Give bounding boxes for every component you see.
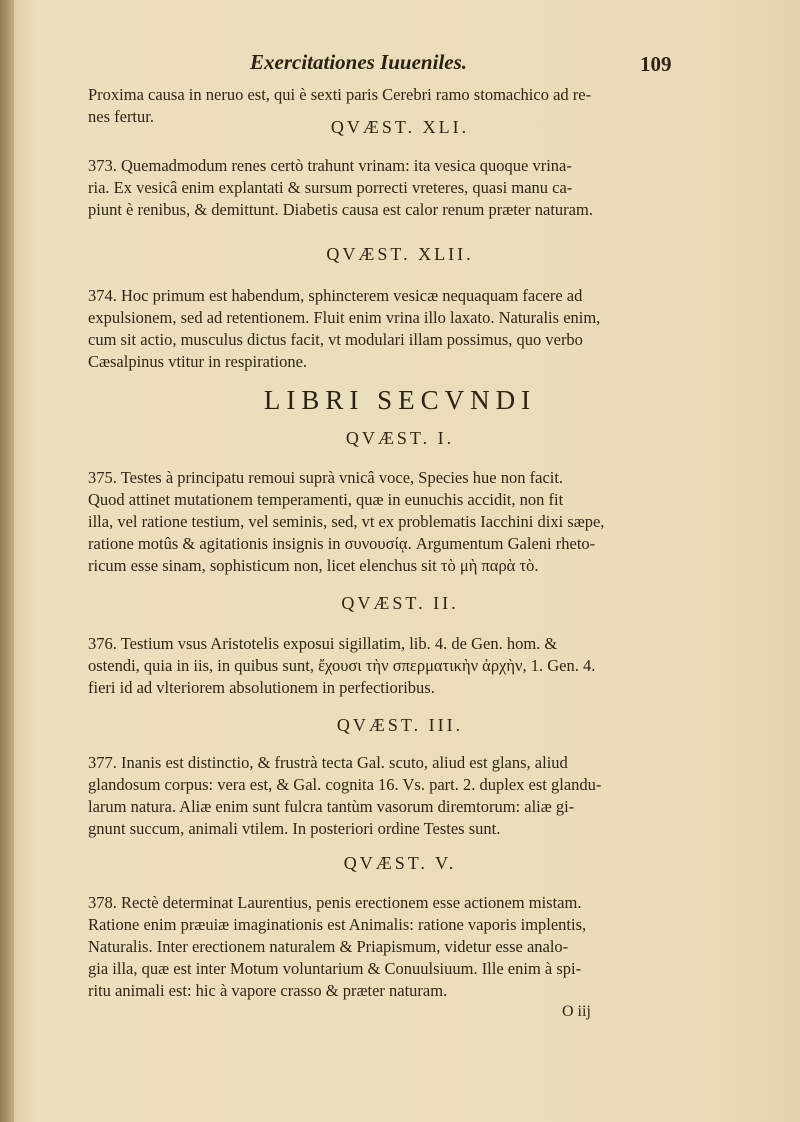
text-line: Ratione enim præuiæ imaginationis est Animalis: ratione vaporis implentis, [88, 915, 587, 934]
question-heading: QVÆST. XLII. [326, 244, 474, 264]
text-line: Cæsalpinus vtitur in respiratione. [88, 352, 308, 371]
page-number: 109 [640, 52, 672, 76]
text-line: nes fertur. [88, 107, 154, 126]
text-line: gia illa, quæ est inter Motum voluntarium & Conuulsiuum. Ille enim à spi- [88, 959, 582, 978]
text-line: expulsionem, sed ad retentionem. Fluit enim vrina illo laxato. Naturalis enim, [88, 308, 601, 327]
text-line: 373. Quemadmodum renes certò trahunt vrinam: ita vesica quoque vrina- [88, 156, 572, 175]
text-line: ostendi, quia in iis, in quibus sunt, ἔχουσι τὴν σπερματικὴν ἀρχὴν, 1. Gen. 4. [88, 656, 596, 675]
paragraph-376 [88, 633, 688, 699]
text-line: illa, vel ratione testium, vel seminis, sed, vt ex problematis Iacchini dixi sæpe, [88, 512, 605, 531]
text-line: ria. Ex vesicâ enim explantati & sursum porrecti vreteres, quasi manu ca- [88, 178, 573, 197]
paragraph-378 [88, 892, 688, 1002]
text-line: fieri id ad vlteriorem absolutionem in perfectioribus. [88, 678, 435, 697]
text-line: 377. Inanis est distinctio, & frustrà tecta Gal. scuto, aliud est glans, aliud [88, 753, 568, 772]
book-heading: LIBRI SECVNDI [263, 385, 537, 415]
page-header [80, 50, 680, 80]
text-line: 375. Testes à principatu remoui suprà vnicâ voce, Species hue non facit. [88, 468, 564, 487]
question-heading: QVÆST. I. [345, 428, 455, 448]
text-line: Proxima causa in neruo est, qui è sexti paris Cerebri ramo stomachico ad re- [88, 85, 592, 104]
text-line: ratione motûs & agitationis insignis in συνουσίᾳ. Argumentum Galeni rheto- [88, 534, 596, 553]
text-line: cum sit actio, musculus dictus facit, vt modulari illam possimus, quo verbo [88, 330, 583, 349]
text-line: Naturalis. Inter erectionem naturalem & Priapismum, videtur esse analo- [88, 937, 569, 956]
text-line: ricum esse sinam, sophisticum non, licet elenchus sit τὸ μὴ παρὰ τὸ. [88, 556, 539, 575]
text-line: glandosum corpus: vera est, & Gal. cognita 16. Vs. part. 2. duplex est glandu- [88, 775, 602, 794]
paragraph-374 [88, 285, 688, 373]
text-line: 376. Testium vsus Aristotelis exposui sigillatim, lib. 4. de Gen. hom. & [88, 634, 558, 653]
paragraph-377 [88, 752, 688, 840]
question-heading: QVÆST. XLI. [330, 117, 470, 137]
text-line: Quod attinet mutationem temperamenti, quæ in eunuchis accidit, non fit [88, 490, 564, 509]
question-heading: QVÆST. V. [343, 853, 457, 873]
text-line: 378. Rectè determinat Laurentius, penis erectionem esse actionem mistam. [88, 893, 582, 912]
text-line: piunt è renibus, & demittunt. Diabetis causa est calor renum præter naturam. [88, 200, 593, 219]
paragraph-373 [88, 155, 688, 221]
signature-mark: O iij [562, 1003, 591, 1020]
running-title: Exercitationes Iuueniles. [250, 50, 468, 74]
question-heading: QVÆST. II. [341, 593, 459, 613]
text-line: larum natura. Aliæ enim sunt fulcra tantùm vasorum diremtorum: aliæ gi- [88, 797, 575, 816]
text-line: gnunt succum, animali vtilem. In posteriori ordine Testes sunt. [88, 819, 501, 838]
paragraph-375 [88, 467, 688, 577]
text-line: 374. Hoc primum est habendum, sphincterem vesicæ nequaquam facere ad [88, 286, 583, 305]
text-line: ritu animali est: hic à vapore crasso & præter naturam. [88, 981, 448, 1000]
question-heading: QVÆST. III. [336, 715, 464, 735]
page-binding-edge [0, 0, 14, 1122]
